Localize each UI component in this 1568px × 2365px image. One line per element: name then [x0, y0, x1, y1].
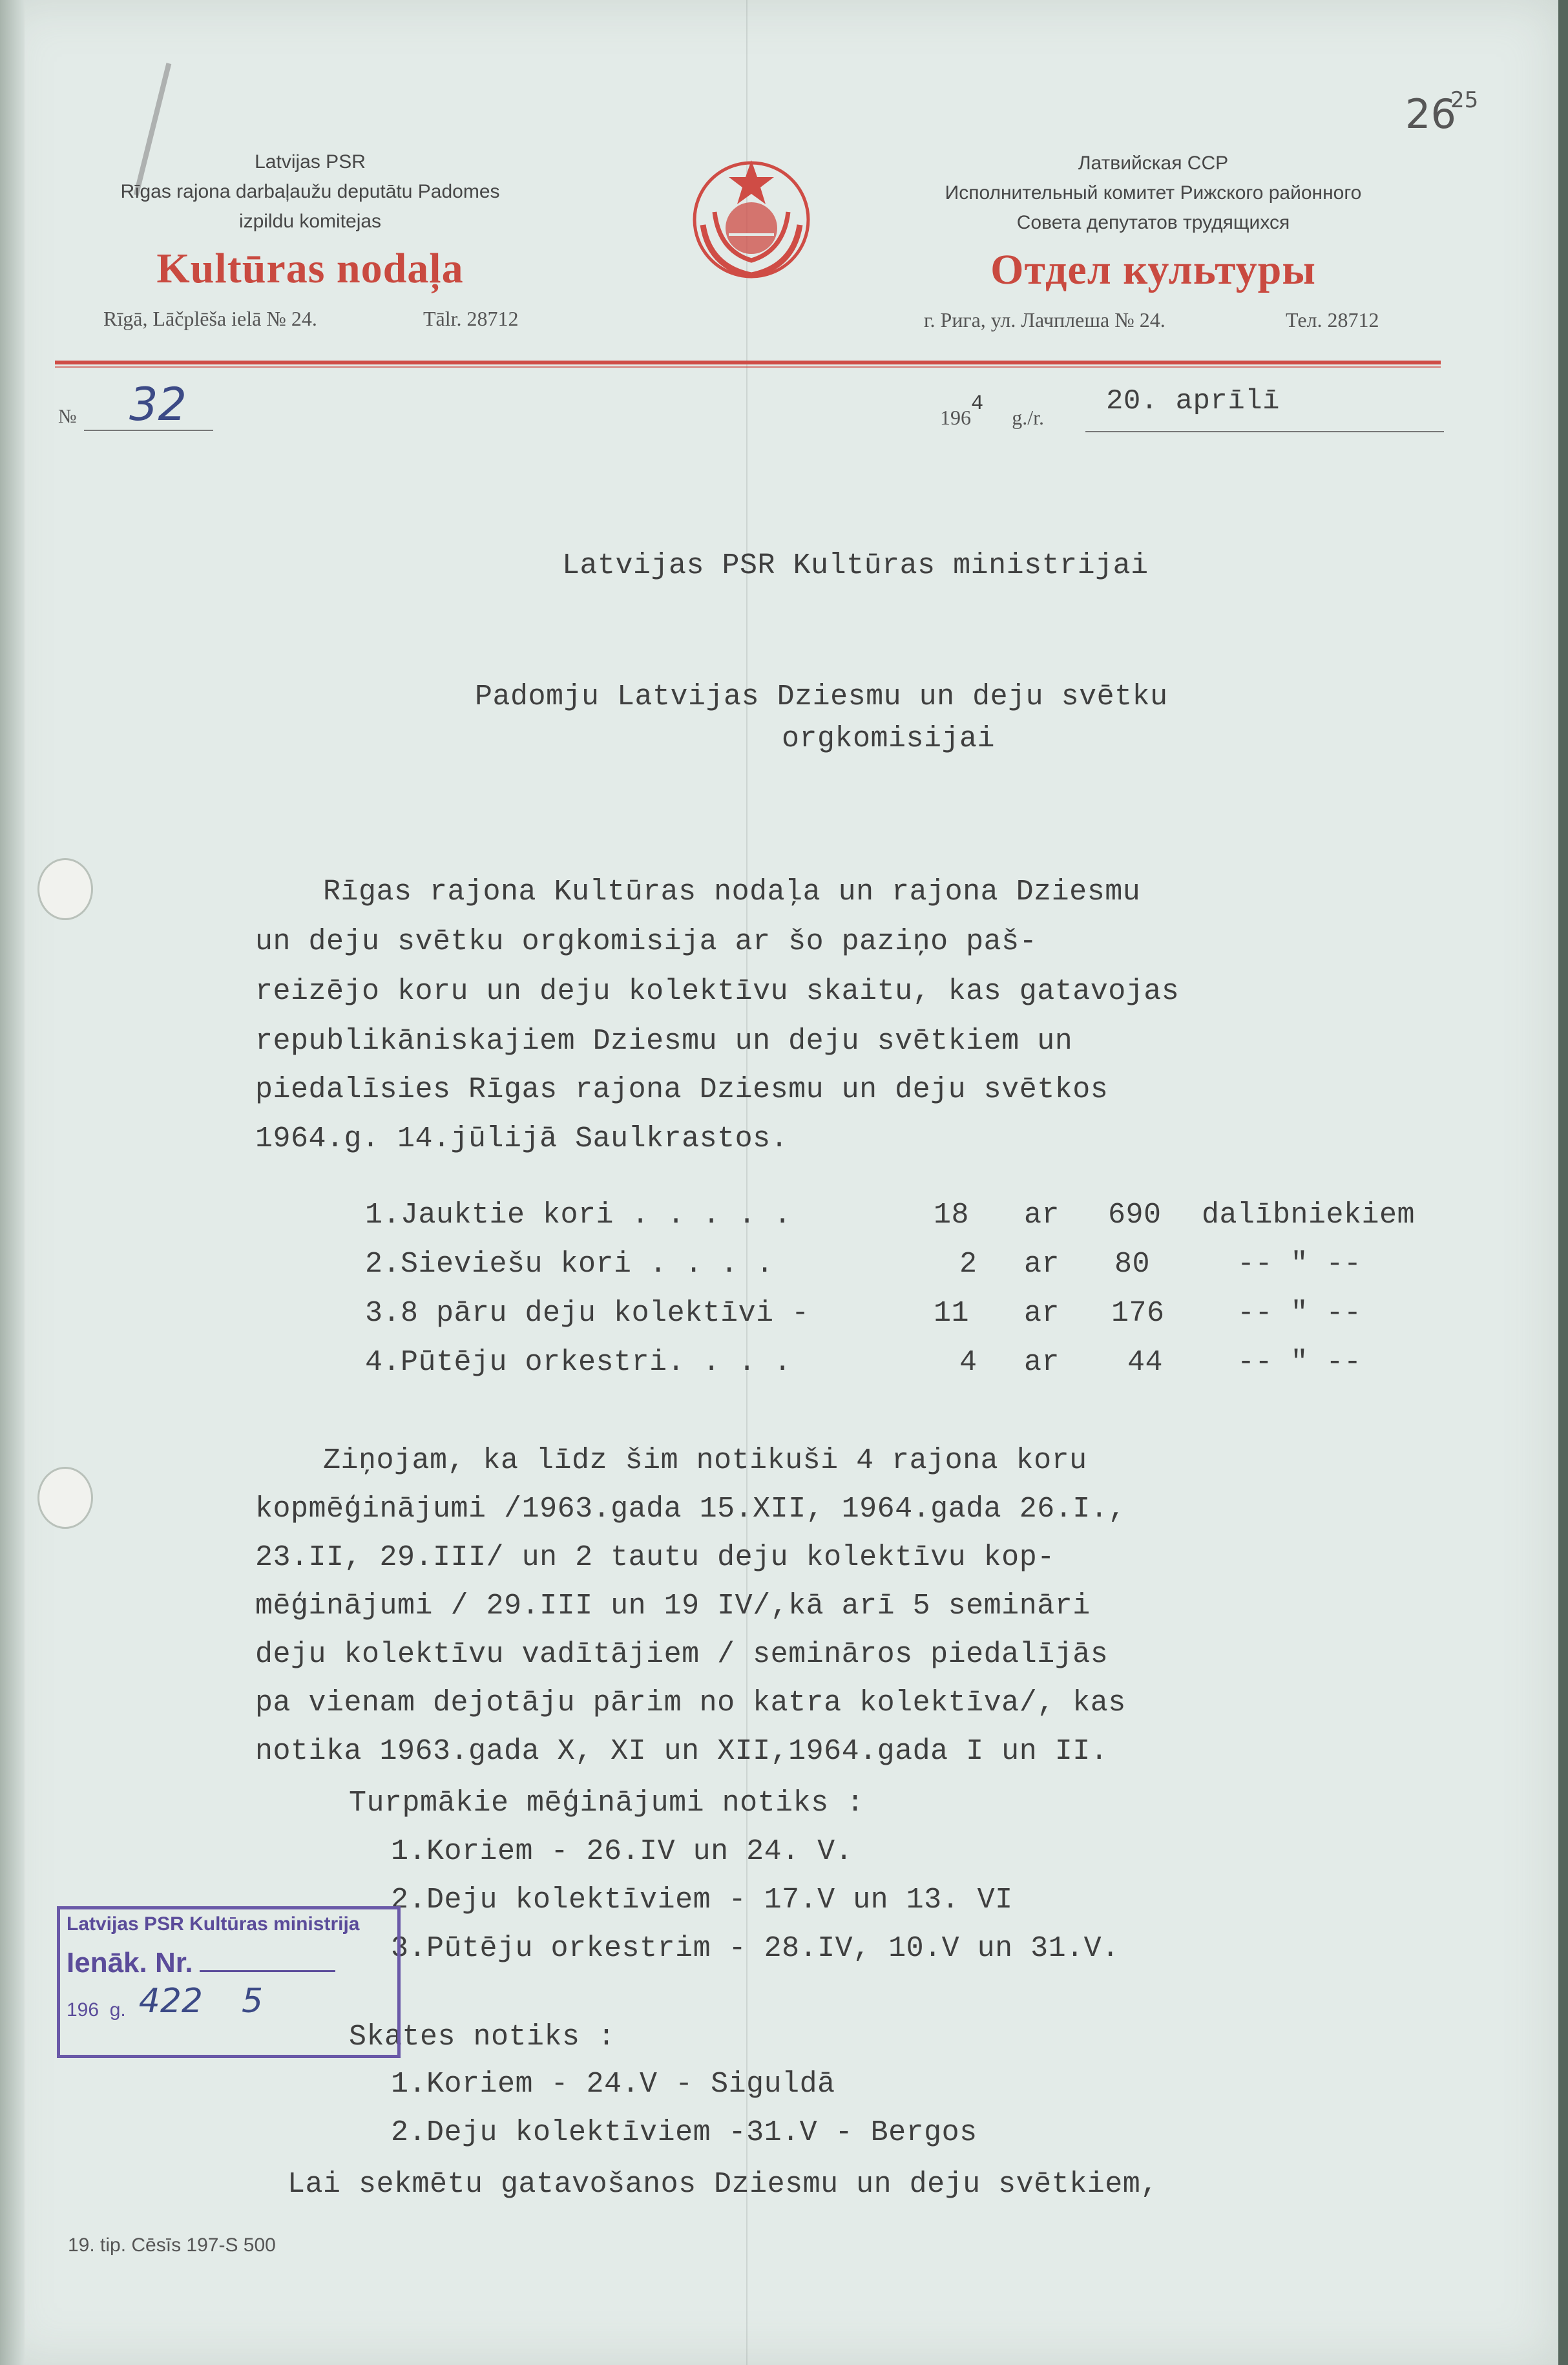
collective-name: 4.Pūtēju orkestri. . . . — [365, 1346, 792, 1379]
printer-imprint: 19. tip. Cēsīs 197-S 500 — [68, 2234, 276, 2256]
intro-line: 1964.g. 14.jūlijā Saulkrastos. — [255, 1122, 789, 1155]
stamp-date-row — [60, 1979, 397, 2024]
rehearsal-item: 2.Deju kolektīviem - 17.V un 13. VI — [391, 1884, 1013, 1917]
letterhead-phone: Tālr. 28712 — [423, 307, 519, 330]
report-line: notika 1963.gada X, XI un XII,1964.gada I un II. — [255, 1735, 1109, 1768]
date-line — [1085, 431, 1444, 432]
letterhead-rule — [55, 366, 1441, 368]
intro-line: Rīgas rajona Kultūras nodaļa un rajona Dziesmu — [323, 876, 1141, 909]
collective-ar: ar — [1024, 1346, 1060, 1379]
archive-number: 26 — [1405, 90, 1456, 138]
binder-edge — [0, 0, 25, 2365]
collective-count: 18 — [934, 1199, 970, 1232]
collective-count: 4 — [959, 1346, 977, 1379]
report-line: kopmēģinājumi /1963.gada 15.XII, 1964.gada 26.I., — [255, 1493, 1126, 1526]
collective-name: 2.Sieviešu kori . . . . — [365, 1248, 774, 1281]
letterhead-title: Kultūras nodaļa — [156, 245, 464, 292]
recipient-orgcommittee: Padomju Latvijas Dziesmu un deju svētku — [475, 680, 1168, 713]
collective-ar: ar — [1024, 1248, 1060, 1281]
collective-members: 44 — [1127, 1346, 1164, 1379]
report-line: Ziņojam, ka līdz šim notikuši 4 rajona koru — [323, 1444, 1087, 1477]
intro-line: reizējo koru un deju kolektīvu skaitu, kas gatavojas — [255, 975, 1180, 1008]
letterhead-line: Латвийская ССР — [1078, 152, 1229, 174]
collective-members: 176 — [1111, 1297, 1165, 1330]
page-fold — [746, 0, 747, 2365]
letterhead-latvian — [78, 147, 543, 295]
incoming-stamp — [57, 1906, 401, 2058]
intro-line: republikāniskajiem Dziesmu un deju svētkiem un — [255, 1025, 1073, 1058]
letterhead-line: Исполнительный комитет Рижского районного — [945, 182, 1362, 204]
review-item: 2.Deju kolektīviem -31.V - Bergos — [391, 2116, 977, 2149]
letterhead-rule — [55, 361, 1441, 364]
archive-number-small: 25 — [1450, 87, 1479, 113]
letterhead-russian — [898, 149, 1408, 296]
collective-name: 3.8 pāru deju kolektīvi - — [365, 1297, 810, 1330]
rehearsals-title: Turpmākie mēģinājumi notiks : — [349, 1787, 864, 1820]
state-emblem-icon — [684, 147, 819, 283]
folder-edge — [1558, 0, 1568, 2365]
collective-count: 11 — [934, 1297, 970, 1330]
intro-line: un deju svētku orgkomisija ar šo paziņo paš- — [255, 925, 1038, 958]
stamp-number-label: Ienāk. Nr. — [67, 1947, 193, 1979]
document-number: 32 — [129, 378, 187, 431]
report-line: deju kolektīvu vadītājiem / semināros piedalījās — [255, 1638, 1109, 1671]
binding-hole — [37, 1467, 93, 1529]
number-label: № — [58, 406, 77, 427]
rehearsal-item: 3.Pūtēju orkestrim - 28.IV, 10.V un 31.V. — [391, 1932, 1120, 1965]
letterhead-phone: Тел. 28712 — [1286, 308, 1379, 331]
letterhead-line: Latvijas PSR — [255, 151, 366, 173]
date-year: 1964g./r. — [940, 392, 1044, 429]
report-line: mēģinājumi / 29.III un 19 IV/,kā arī 5 semināri — [255, 1590, 1091, 1623]
stamp-handwritten-date: 5 — [242, 1982, 264, 2021]
letterhead-line: Совета депутатов трудящихся — [1016, 212, 1290, 233]
letterhead-line: izpildu komitejas — [238, 211, 382, 232]
collective-suffix: -- " -- — [1237, 1248, 1362, 1281]
stamp-handwritten-number: 422 — [138, 1982, 204, 2021]
report-line: 23.II, 29.III/ un 2 tautu deju kolektīvu kop- — [255, 1541, 1055, 1574]
letterhead-title: Отдел культуры — [990, 246, 1316, 293]
recipient-orgcommittee-cont: orgkomisijai — [782, 722, 996, 755]
stamp-title: Latvijas PSR Kultūras ministrija — [67, 1913, 360, 1935]
review-item: 1.Koriem - 24.V - Siguldā — [391, 2068, 835, 2101]
collective-members: 80 — [1114, 1248, 1151, 1281]
collective-suffix: -- " -- — [1237, 1346, 1362, 1379]
collective-suffix: dalībniekiem — [1202, 1199, 1416, 1232]
intro-line: piedalīsies Rīgas rajona Dziesmu un deju svētkos — [255, 1073, 1109, 1106]
collective-suffix: -- " -- — [1237, 1297, 1362, 1330]
rehearsal-item: 1.Koriem - 26.IV un 24. V. — [391, 1835, 853, 1868]
collective-name: 1.Jauktie kori . . . . . — [365, 1199, 792, 1232]
stamp-number-row — [60, 1935, 397, 1979]
collective-members: 690 — [1108, 1199, 1162, 1232]
recipient-ministry: Latvijas PSR Kultūras ministrijai — [562, 549, 1149, 582]
letterhead-address: Rīgā, Lāčplēša ielā № 24. — [103, 307, 317, 330]
closing-line: Lai sekmētu gatavošanos Dziesmu un deju svētkiem, — [287, 2168, 1158, 2201]
date-year-typed: 4 — [971, 392, 984, 415]
reviews-title: Skates notiks : — [349, 2021, 616, 2054]
report-line: pa vienam dejotāju pārim no katra kolektīva/, kas — [255, 1687, 1126, 1719]
letterhead-line: Rīgas rajona darbaļaužu deputātu Padomes — [120, 181, 500, 202]
collective-count: 2 — [959, 1248, 977, 1281]
stamp-date-prefix: 196 g. — [67, 1999, 126, 2021]
binding-hole — [37, 858, 93, 920]
collective-ar: ar — [1024, 1297, 1060, 1330]
collective-ar: ar — [1024, 1199, 1060, 1232]
date-typed: 20. aprīlī — [1106, 385, 1281, 417]
letterhead-address: г. Рига, ул. Лачплеша № 24. — [924, 308, 1166, 331]
